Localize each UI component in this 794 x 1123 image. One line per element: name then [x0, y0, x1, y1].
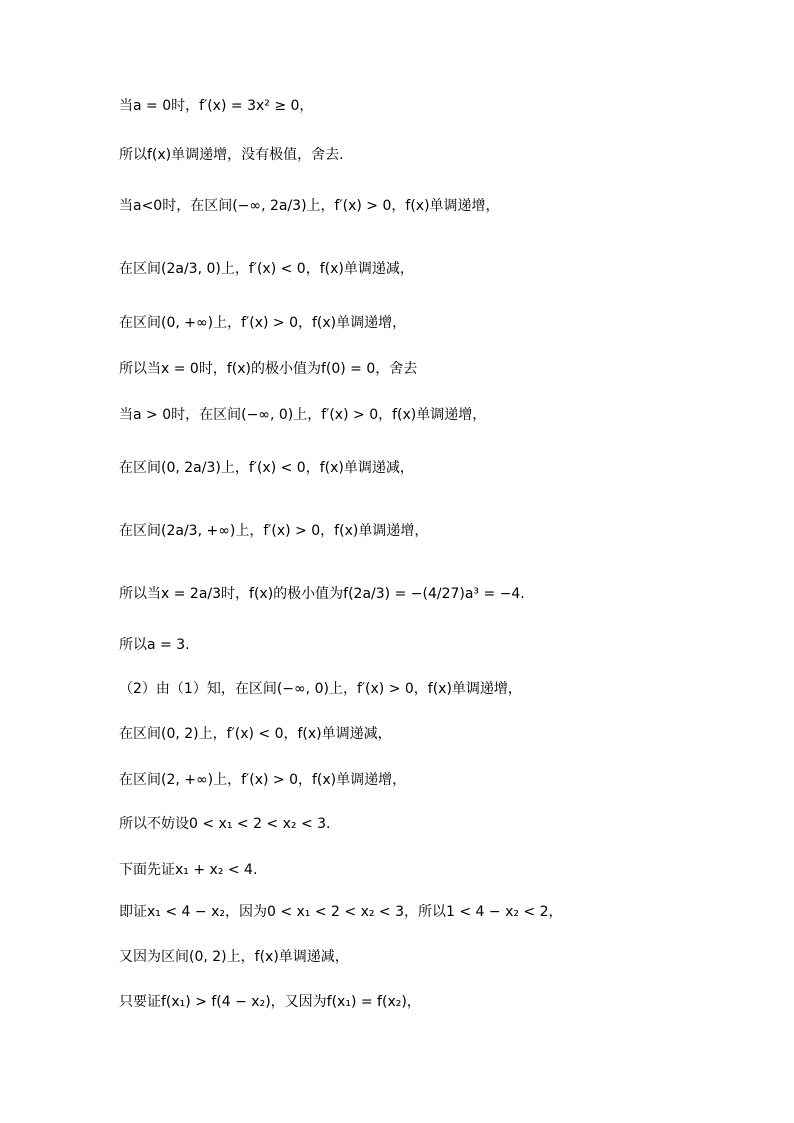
text-line: 下面先证x₁ + x₂ < 4.: [119, 862, 258, 878]
text-line: （2）由（1）知，在区间(−∞, 0)上，f′(x) > 0，f(x)单调递增，: [119, 681, 522, 697]
text-line: 即证x₁ < 4 − x₂，因为0 < x₁ < 2 < x₂ < 3，所以1 < 4 − x₂ < 2，: [119, 904, 563, 920]
text-line: 在区间(2a/3, 0)上，f′(x) < 0，f(x)单调递减，: [119, 261, 414, 277]
text-line: 当a > 0时，在区间(−∞, 0)上，f′(x) > 0，f(x)单调递增，: [119, 407, 487, 423]
text-line: 在区间(2a/3, +∞)上，f′(x) > 0，f(x)单调递增，: [119, 523, 429, 539]
text-line: 又因为区间(0, 2)上，f(x)单调递减，: [119, 949, 349, 965]
text-line: 只要证f(x₁) > f(4 − x₂)，又因为f(x₁) = f(x₂)，: [119, 994, 421, 1010]
text-line: 所以f(x)单调递增，没有极值，舍去.: [119, 147, 344, 163]
text-line: 所以不妨设0 < x₁ < 2 < x₂ < 3.: [119, 816, 331, 832]
text-line: 在区间(0, +∞)上，f′(x) > 0，f(x)单调递增，: [119, 315, 407, 331]
text-line: 所以当x = 2a/3时，f(x)的极小值为f(2a/3) = −(4/27)a³ = −4.: [119, 586, 525, 602]
text-line: 所以a = 3.: [119, 637, 190, 653]
text-line: 所以当x = 0时，f(x)的极小值为f(0) = 0，舍去: [119, 361, 418, 377]
text-line: 在区间(0, 2)上，f′(x) < 0，f(x)单调递减，: [119, 726, 392, 742]
text-line: 在区间(2, +∞)上，f′(x) > 0，f(x)单调递增，: [119, 772, 407, 788]
text-line: 在区间(0, 2a/3)上，f′(x) < 0，f(x)单调递减，: [119, 460, 414, 476]
text-line: 当a = 0时，f′(x) = 3x² ≥ 0，: [119, 98, 314, 114]
text-line: 当a<0时，在区间(−∞, 2a/3)上，f′(x) > 0，f(x)单调递增，: [119, 198, 500, 214]
